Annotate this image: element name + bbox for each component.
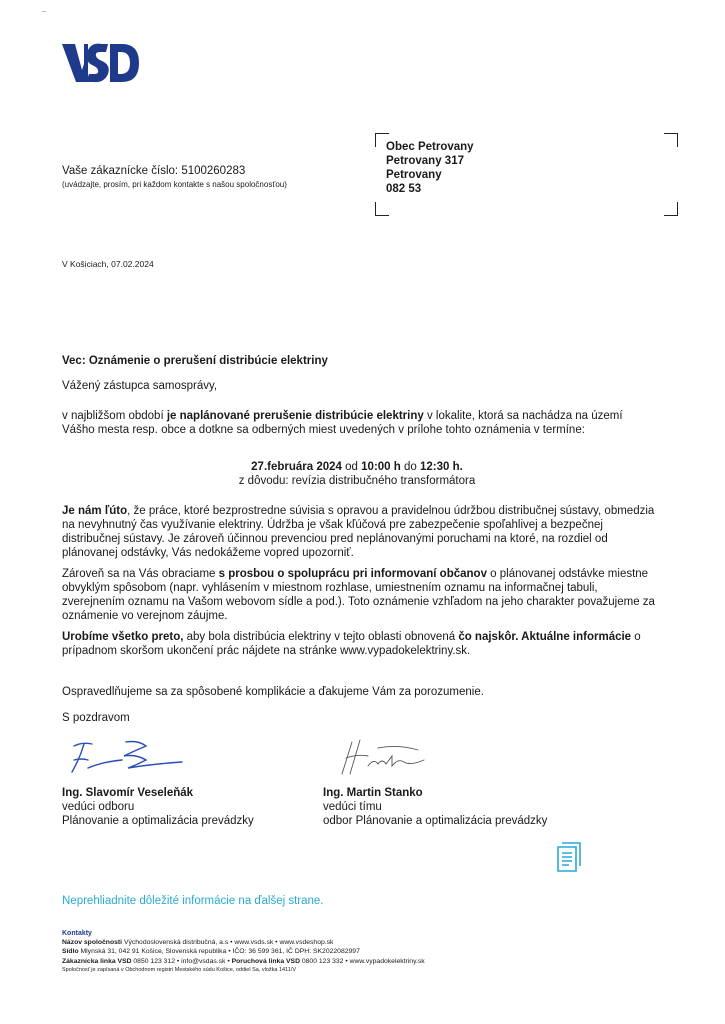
signer-department: odbor Plánovanie a optimalizácia prevádzky [323, 815, 548, 827]
footer-label: Poruchová linka VSD [231, 957, 300, 965]
letter-subject: Vec: Oznámenie o prerušení distribúcie elektriny [62, 355, 328, 367]
address-line: Petrovany [386, 169, 442, 181]
footer-label: Zákaznícka linka VSD [62, 957, 132, 965]
signer-name: Ing. Martin Stanko [323, 787, 423, 799]
paragraph-announcement [62, 409, 652, 437]
address-corner-top-right [664, 133, 678, 147]
footer-contacts [62, 929, 425, 975]
paragraph-apology [62, 504, 662, 560]
emphasis: čo najskôr. Aktuálne informácie [458, 631, 632, 643]
next-page-notice: Neprehliadnite dôležité informácie na ďalšej strane. [62, 895, 324, 907]
address-corner-bottom-left [375, 202, 389, 216]
footer-registry: Spoločnosť je zapísaná v Obchodnom registri Mestského súdu Košice, oddiel Sa, vložka 1411/V [62, 966, 297, 973]
address-line: Obec Petrovany [386, 141, 474, 153]
outage-start-time: 10:00 h [361, 461, 401, 473]
footer-label: Sídlo [62, 948, 79, 956]
signature-veselenak [62, 738, 190, 778]
customer-number-block [62, 164, 287, 191]
footer-text: 0800 123 332 • www.vypadokelektriny.sk [299, 957, 425, 965]
text: Zároveň sa na Vás obraciame [62, 568, 219, 580]
emphasis: Je nám ľúto [62, 505, 128, 517]
footer-text: Východoslovenská distribučná, a.s • www.vsds.sk • www.vsdeshop.sk [122, 939, 334, 947]
footer-label: Názov spoločnosti [62, 939, 123, 947]
salutation: Vážený zástupca samosprávy, [62, 380, 218, 392]
emphasis: Urobíme všetko preto, [62, 631, 184, 643]
text: od [345, 461, 358, 473]
text: aby bola distribúcia elektriny v tejto oblasti obnovená [183, 631, 459, 643]
address-corner-bottom-right [664, 202, 678, 216]
paragraph-closing: Ospravedlňujeme sa za spôsobené komplikácie a ďakujeme Vám za porozumenie. [62, 686, 484, 698]
outage-reason: z dôvodu: revízia distribučného transformátora [238, 475, 476, 487]
signer-name: Ing. Slavomír Veseleňák [62, 787, 194, 799]
text: o plánovanej odstávke miestne obvyklým spôsobom (napr. vyhlásením v miestnom rozhlase, umiestnením oznamu na informačnej tabuli, zverejnením oznamu na Vašom webovom sídle a pod.). Toto oznámenie vzhľadom na jeho charakter považujeme za oznámenie vo verejnom záujme. [62, 568, 655, 622]
signer-role: vedúci odboru [62, 801, 135, 813]
text: do [404, 461, 417, 473]
recipient-address [386, 140, 474, 196]
footer-text: 0850 123 312 • info@vsdas.sk • [131, 957, 232, 965]
signer-role: vedúci tímu [323, 801, 382, 813]
signature-stanko [338, 736, 428, 778]
signer-department: Plánovanie a optimalizácia prevádzky [62, 815, 254, 827]
signer-block-1 [62, 786, 254, 828]
customer-number-note: (uvádzajte, prosím, pri každom kontakte s našou spoločnosťou) [62, 180, 287, 189]
outage-date: 27.februára 2024 [251, 461, 342, 473]
vsd-logo [62, 42, 140, 84]
paragraph-cooperation [62, 567, 662, 623]
signer-block-2 [323, 786, 547, 828]
emphasis: je naplánované prerušenie distribúcie elektriny [166, 410, 424, 422]
address-line: 082 53 [386, 183, 422, 195]
document-icon [556, 842, 582, 873]
paragraph-restoration [62, 630, 662, 658]
emphasis: s prosbou o spoluprácu pri informovaní občanov [218, 568, 487, 580]
letter-date: V Košiciach, 07.02.2024 [62, 259, 154, 269]
text: v lokalite, ktorá sa nachádza na území Vášho mesta resp. obce a dotkne sa odberných miest uvedených v prílohe tohto oznámenia v termíne: [62, 410, 623, 436]
outage-end-time: 12:30 h. [420, 461, 463, 473]
outage-schedule [62, 460, 652, 488]
text: o prípadnom skoršom ukončení prác nájdete na stránke www.vypadokelektriny.sk. [62, 631, 641, 657]
address-line: Petrovany 317 [386, 155, 464, 167]
text: v najbližšom období [62, 410, 167, 422]
customer-number: Vaše zákaznícke číslo: 5100260283 [62, 165, 246, 177]
scan-mark [42, 11, 46, 12]
greeting: S pozdravom [62, 712, 130, 724]
footer-text: Mlynská 31, 042 91 Košice, Slovenská republika • IČO: 36 599 361, IČ DPH: SK2022082997 [78, 948, 360, 956]
footer-heading: Kontakty [62, 930, 92, 937]
text: , že práce, ktoré bezprostredne súvisia s opravou a pravidelnou údržbou distribučnej sústavy, obmedzia na nevyhnutný čas využívanie elektriny. Údržba je však kľúčová pre zabezpečenie spoľahlivej a bezpečnej distribučnej sústavy. Je zároveň účinnou prevenciou pred neplánovanými poruchami na ktoré, na rozdiel od plánovanej odstávky, Vás nedokážeme vopred upozorniť. [62, 505, 655, 559]
